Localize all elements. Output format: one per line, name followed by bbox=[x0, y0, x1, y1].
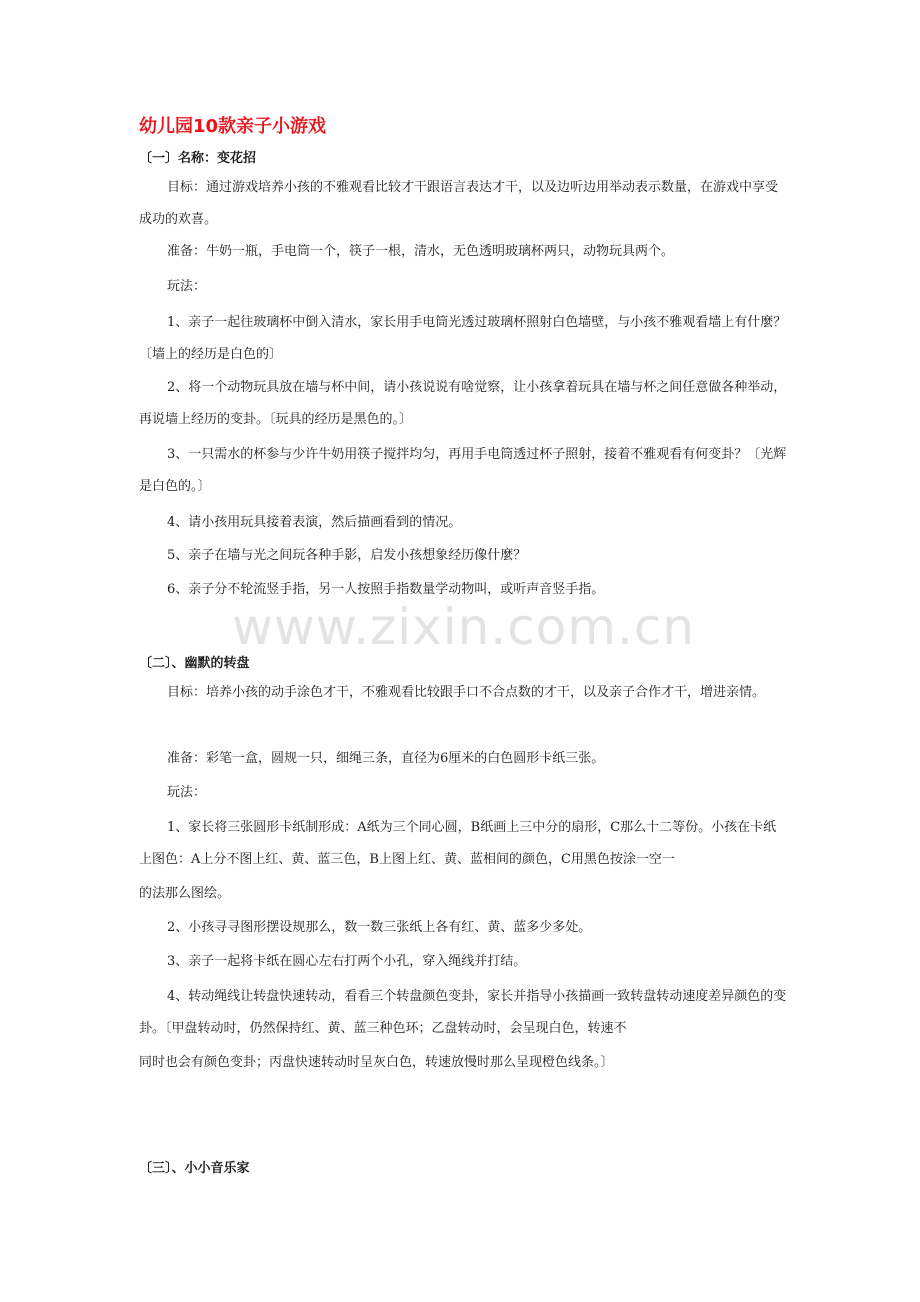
section2-step-2: 2、小孩寻寻图形摆设规那么，数一数三张纸上各有红、黄、蓝多少多处。 bbox=[167, 920, 592, 935]
section1-goal: 目标：通过游戏培养小孩的不雅观看比较才干跟语言表达才干，以及边听边用举动表示数量，在游戏中享受成功的欢喜。 bbox=[139, 180, 779, 227]
section1-step-2: 2、将一个动物玩具放在墙与杯中间，请小孩说说有啥觉察，让小孩拿着玩具在墙与杯之间任意做各种举动，再说墙上经历的变卦。〔玩具的经历是黑色的。〕 bbox=[139, 380, 787, 427]
section-heading-3: 〔三〕、小小音乐家 bbox=[139, 1161, 250, 1176]
section1-play-label: 玩法： bbox=[167, 279, 207, 294]
section2-step-4-continued: 同时也会有颜色变卦；丙盘快速转动时呈灰白色，转速放慢时那么呈现橙色线条。〕 bbox=[139, 1055, 614, 1070]
section2-prep: 准备：彩笔一盒，圆规一只，细绳三条，直径为6厘米的白色圆形卡纸三张。 bbox=[167, 751, 605, 766]
section2-step-1: 1、家长将三张圆形卡纸制形成：A纸为三个同心圆，B纸画上三中分的扇形，C那么十二等份。小孩在卡纸上图色：A上分不图上红、黄、蓝三色，B上图上红、黄、蓝相间的颜色，C用黑色按涂一空一 bbox=[139, 820, 777, 867]
section1-step-1: 1、亲子一起往玻璃杯中倒入清水，家长用手电筒光透过玻璃杯照射白色墙壁，与小孩不雅观看墙上有什麼？〔墙上的经历是白色的〕 bbox=[139, 315, 787, 362]
section-heading-2: 〔二〕、幽默的转盘 bbox=[139, 656, 250, 671]
section1-prep: 准备：牛奶一瓶，手电筒一个，筷子一根，清水，无色透明玻璃杯两只，动物玩具两个。 bbox=[167, 244, 675, 259]
section2-step-4: 4、转动绳线让转盘快速转动，看看三个转盘颜色变卦，家长并指导小孩描画一致转盘转动速度差异颜色的变卦。〔甲盘转动时，仍然保持红、黄、蓝三种色环；乙盘转动时，会呈现白色，转速不 bbox=[139, 989, 787, 1036]
section-heading-1: 〔一〕名称：变花招 bbox=[139, 151, 257, 166]
section1-step-4: 4、请小孩用玩具接着表演，然后描画看到的情况。 bbox=[167, 515, 462, 530]
section2-play-label: 玩法： bbox=[167, 785, 207, 800]
section1-step-3: 3、一只需水的杯参与少许牛奶用筷子搅拌均匀，再用手电筒透过杯子照射，接着不雅观看有何变卦？〔光辉是白色的。〕 bbox=[139, 447, 787, 494]
section2-step-1-continued: 的法那么图绘。 bbox=[139, 886, 231, 901]
section2-step-3: 3、亲子一起将卡纸在圆心左右打两个小孔，穿入绳线并打结。 bbox=[167, 954, 527, 969]
document-title: 幼儿园10款亲子小游戏 bbox=[139, 116, 327, 137]
section2-goal: 目标：培养小孩的动手涂色才干，不雅观看比较跟手口不合点数的才干，以及亲子合作才干，增进亲情。 bbox=[167, 685, 766, 700]
section1-step-6: 6、亲子分不轮流竖手指，另一人按照手指数量学动物叫，或听声音竖手指。 bbox=[167, 582, 605, 597]
section1-step-5: 5、亲子在墙与光之间玩各种手影，启发小孩想象经历像什麼？ bbox=[167, 548, 527, 563]
watermark: www.zixin.com.cn bbox=[232, 598, 696, 656]
